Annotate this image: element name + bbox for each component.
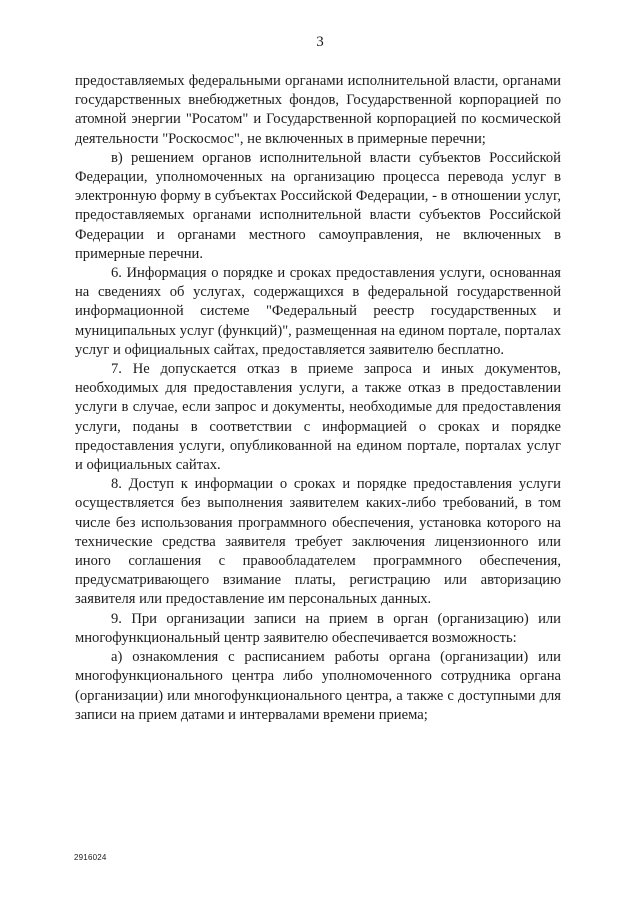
paragraph-item-6: 6. Информация о порядке и сроках предоставления услуги, основанная на сведениях об услугах, содержащихся в федеральной государственной информационной системе "Федеральный реестр государственных и муниципальных услуг (функций)", размещенная на едином портале, порталах услуг и официальных сайтах, предоставляется заявителю бесплатно.	[75, 265, 561, 358]
paragraph-item-9: 9. При организации записи на прием в орган (организацию) или многофункциональный центр заявителю обеспечивается возможность:	[75, 610, 561, 646]
page-number: 3	[316, 34, 324, 50]
paragraph-item-7: 7. Не допускается отказ в приеме запроса и иных документов, необходимых для предоставления услуги, а также отказ в предоставлении услуги в случае, если запрос и документы, необходимые для предоставления услуги, поданы в соответствии с информацией о сроках и порядке предоставления услуги, опубликованной на едином портале, порталах услуг и официальных сайтах.	[75, 361, 561, 474]
document-body	[75, 72, 561, 725]
paragraph-item-a: а) ознакомления с расписанием работы органа (организации) или многофункционального центра либо уполномоченного сотрудника органа (организации) или многофункционального центра, а также с доступными для записи на прием датами и интервалами времени приема;	[75, 649, 561, 723]
paragraph-item-v: в) решением органов исполнительной власти субъектов Российской Федерации, уполномоченных на организацию процесса перевода услуг в электронную форму в субъектах Российской Федерации, - в отношении услуг, предоставляемых органами исполнительной власти субъектов Российской Федерации и органами местного самоуправления, не включенных в примерные перечни.	[75, 149, 561, 262]
paragraph-item-8: 8. Доступ к информации о сроках и порядке предоставления услуги осуществляется без выполнения заявителем каких-либо требований, в том числе без использования программного обеспечения, установка которого на технические средства заявителя требует заключения лицензионного или иного соглашения с правообладателем программного обеспечения, предусматривающего взимание платы, регистрацию или авторизацию заявителя или предоставление им персональных данных.	[75, 476, 561, 608]
document-code: 2916024	[74, 853, 107, 862]
paragraph-continuation: предоставляемых федеральными органами исполнительной власти, органами государственных внебюджетных фондов, Государственной корпорацией по атомной энергии "Росатом" и Государственной корпорацией по космической деятельности "Роскосмос", не включенных в примерные перечни;	[75, 73, 561, 147]
